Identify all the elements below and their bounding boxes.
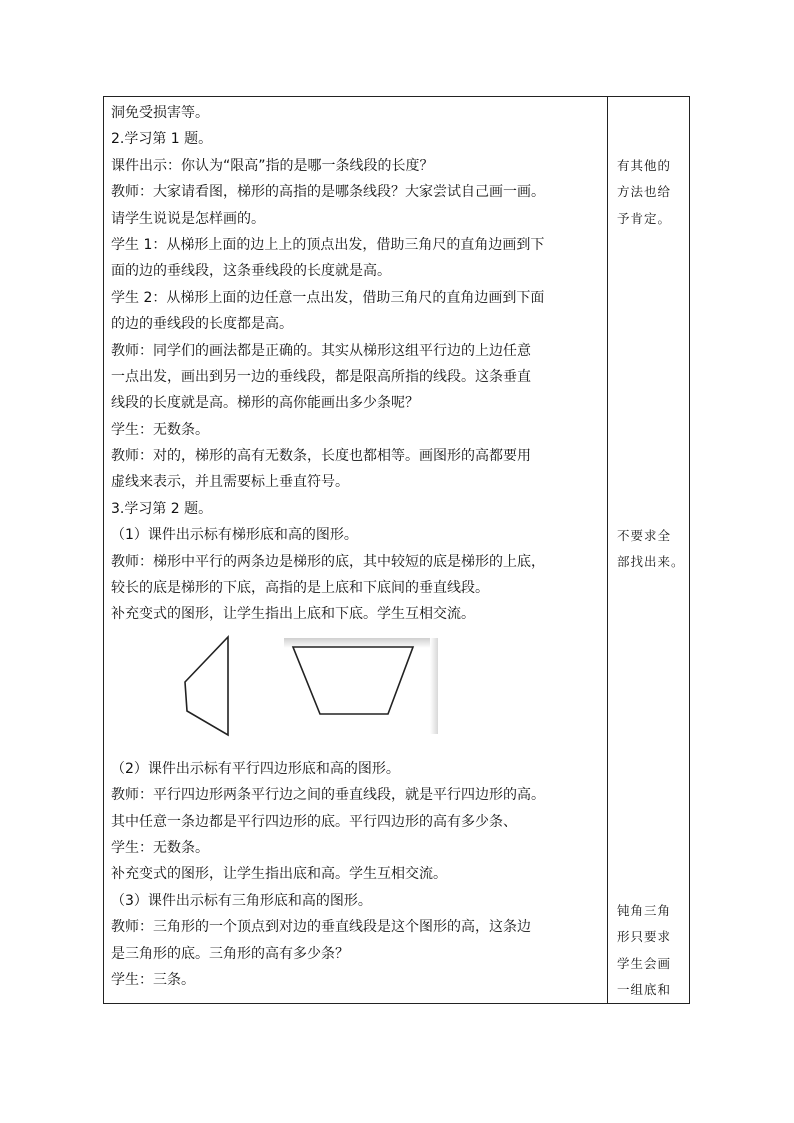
main-content (111, 100, 603, 993)
text-line: 学生 2：从梯形上面的边任意一点出发，借助三角尺的直角边画到下面 (111, 289, 545, 306)
text-line: 课件出示：你认为“限高”指的是哪一条线段的长度？ (111, 157, 434, 174)
text-line: 线段的长度就是高。梯形的高你能画出多少条呢？ (111, 395, 419, 412)
text-line: 请学生说说是怎样画的。 (111, 210, 265, 227)
note-find-all (611, 523, 691, 576)
text-line: 补充变式的图形，让学生指出上底和下底。学生互相交流。 (111, 606, 475, 623)
text-line: 教师：对的，梯形的高有无数条，长度也都相等。画图形的高都要用 (111, 448, 531, 465)
text-line: 学生：三条。 (111, 971, 195, 988)
text-line: 较长的底是梯形的下底，高指的是上底和下底间的垂直线段。 (111, 580, 489, 597)
text-line: （2）课件出示标有平行四边形底和高的图形。 (111, 760, 400, 777)
note-line: 方法也给 (617, 184, 672, 200)
text-line: 其中任意一条边都是平行四边形的底。平行四边形的高有多少条、 (111, 813, 517, 830)
text-line: 虚线来表示，并且需要标上垂直符号。 (111, 474, 349, 491)
note-other-methods (611, 153, 691, 232)
text-line: 教师：平行四边形两条平行边之间的垂直线段，就是平行四边形的高。 (111, 787, 545, 804)
note-line: 有其他的 (617, 158, 672, 173)
text-line: 教师：同学们的画法都是正确的。其实从梯形这组平行边的上边任意 (111, 342, 531, 359)
text-line: 学生 1：从梯形上面的边上上的顶点出发，借助三角尺的直角边画到下 (111, 236, 545, 253)
text-line: （1）课件出示标有梯形底和高的图形。 (111, 527, 358, 544)
note-line: 不要求全 (617, 528, 672, 543)
note-line: 一组底和 (617, 982, 672, 998)
rotated-trapezoid-figure (179, 634, 239, 740)
text-line: 学生：无数条。 (111, 421, 209, 438)
text-line: 的边的垂线段的长度都是高。 (111, 316, 293, 333)
lesson-table (103, 96, 690, 1004)
text-line: 一点出发，画出到另一边的垂线段，都是限高所指的线段。这条垂直 (111, 368, 531, 385)
note-line: 部找出来。 (617, 554, 685, 570)
trapezoid-figure (284, 638, 438, 734)
text-line: 教师：三角形的一个顶点到对边的垂直线段是这个图形的高，这条边 (111, 919, 531, 936)
text-line: 补充变式的图形，让学生指出底和高。学生互相交流。 (111, 866, 447, 883)
text-line: 学生：无数条。 (111, 839, 209, 856)
text-line: 教师：梯形中平行的两条边是梯形的底，其中较短的底是梯形的上底， (111, 553, 545, 570)
text-line: 面的边的垂线段，这条垂线段的长度就是高。 (111, 263, 391, 280)
note-line: 学生会画 (617, 955, 672, 971)
note-line: 钝角三角 (617, 903, 672, 918)
text-line: 3.学习第 2 题。 (111, 500, 213, 517)
text-line: 2.学习第 1 题。 (111, 131, 213, 148)
trapezoid-figures (111, 628, 603, 756)
text-line: （3）课件出示标有三角形底和高的图形。 (111, 892, 372, 909)
note-line: 形只要求 (617, 929, 672, 945)
text-line: 洞免受损害等。 (111, 105, 209, 121)
column-divider (607, 97, 608, 1003)
text-line: 是三角形的底。三角形的高有多少条？ (111, 945, 349, 962)
note-obtuse-triangle (611, 898, 691, 1004)
note-line: 予肯定。 (617, 210, 672, 226)
text-line: 教师：大家请看图，梯形的高指的是哪条线段？大家尝试自己画一画。 (111, 184, 545, 201)
